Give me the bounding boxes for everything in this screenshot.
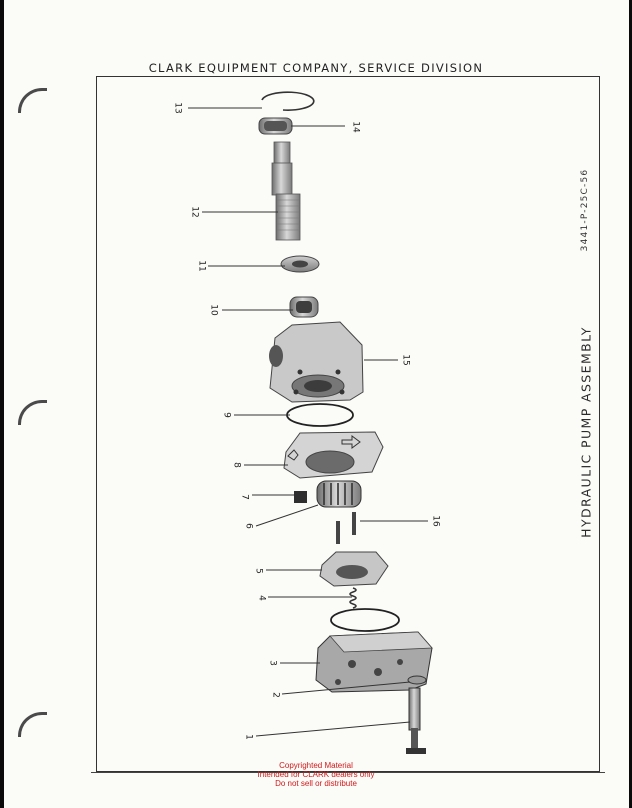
callout-1: 1 <box>243 734 254 740</box>
part-12-drive-shaft <box>272 142 300 240</box>
part-4-spring <box>350 588 356 608</box>
part-2-seal <box>408 676 426 684</box>
part-1-relief-valve <box>406 688 426 754</box>
part-9-o-ring <box>287 404 353 426</box>
callout-11: 11 <box>196 260 207 272</box>
copyright-line-3: Do not sell or distribute <box>275 779 357 788</box>
part-11-oil-seal <box>281 256 319 272</box>
callout-6: 6 <box>243 523 254 529</box>
copyright-watermark <box>0 761 632 788</box>
callout-9: 9 <box>221 412 232 418</box>
callout-7: 7 <box>239 494 250 500</box>
callout-15: 15 <box>400 354 411 366</box>
part-10-needle-bearing <box>290 297 318 317</box>
callout-10: 10 <box>208 304 219 316</box>
part-8-cam-ring <box>284 432 383 478</box>
callout-16: 16 <box>430 515 441 527</box>
part-5-pressure-plate <box>320 552 388 586</box>
part-7-vane <box>294 491 307 503</box>
callout-14: 14 <box>350 121 361 133</box>
figure-title: HYDRAULIC PUMP ASSEMBLY <box>578 326 594 538</box>
copyright-line-1: Copyrighted Material <box>279 761 353 770</box>
callout-2: 2 <box>270 692 281 698</box>
callout-8: 8 <box>231 462 242 468</box>
callout-4: 4 <box>256 595 267 601</box>
part-14-bearing <box>259 118 292 134</box>
callout-5: 5 <box>253 568 264 574</box>
page-header: CLARK EQUIPMENT COMPANY, SERVICE DIVISION <box>148 61 484 75</box>
figure-code: 3441-P-25C-56 <box>580 168 590 252</box>
callout-13: 13 <box>172 102 183 114</box>
part-16-dowel-pins <box>336 512 356 544</box>
part-13-snap-ring <box>262 92 314 110</box>
housing-o-ring <box>331 609 399 631</box>
part-15-pump-cover <box>269 322 363 402</box>
part-6-rotor <box>317 481 361 507</box>
callout-3: 3 <box>267 660 278 666</box>
copyright-line-2: Intended for CLARK dealers only <box>257 770 375 779</box>
callout-12: 12 <box>189 206 200 218</box>
